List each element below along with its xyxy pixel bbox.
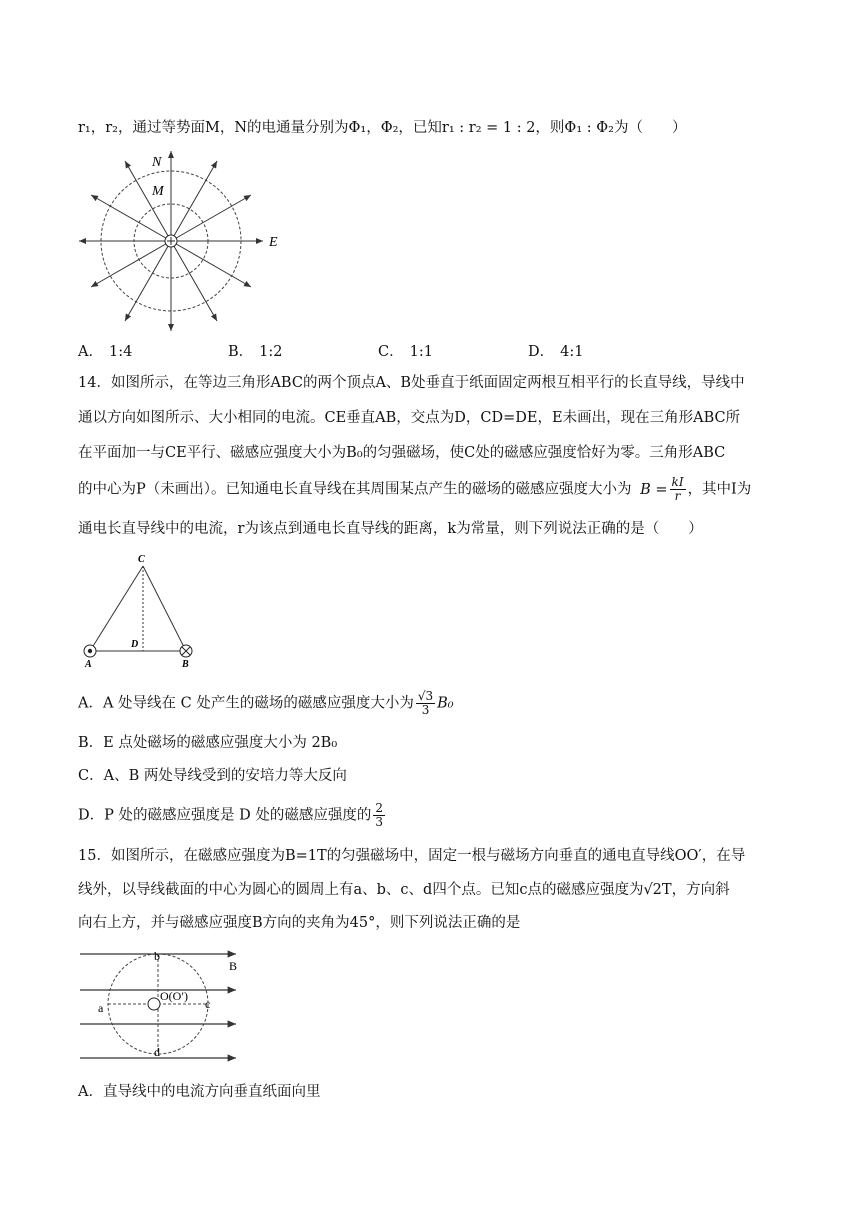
q13-option-c: C． 1:1 [378, 344, 433, 360]
q14-line-1: 14．如图所示，在等边三角形ABC的两个顶点A、B处垂直于纸面固定两根互相平行的长直导线，导线中 [78, 375, 745, 391]
label-center: O(O′) [160, 989, 188, 1003]
q14-option-b: B．E 点处磁场的磁感应强度大小为 2B₀ [78, 735, 338, 751]
label-a: A [85, 659, 92, 670]
q14-triangle-diagram [74, 552, 224, 672]
q15-line-3: 向右上方，并与磁感应强度B方向的夹角为45°，则下列说法正确的是 [78, 915, 521, 931]
q15-line-2: 线外，以导线截面的中心为圆心的圆周上有a、b、c、d四个点。已知c点的磁感应强度为√2T，方向斜 [78, 882, 730, 898]
q13-stem: r₁，r₂，通过等势面M，N的电通量分别为Φ₁，Φ₂，已知r₁ : r₂ = 1 : 2，则Φ₁ : Φ₂为（ ） [78, 120, 687, 136]
label-b-point: b [154, 949, 160, 963]
q13-option-a: A． 1:4 [78, 344, 133, 360]
label-d-point: d [154, 1045, 160, 1059]
label-e: E [269, 235, 278, 250]
q14-line-3: 在平面加一与CE平行、磁感应强度大小为B₀的匀强磁场，使C处的磁感应强度恰好为零。三角形ABC [78, 445, 726, 461]
label-c-point: c [205, 997, 211, 1011]
q14-line-2: 通以方向如图所示、大小相同的电流。CE垂直AB，交点为D，CD=DE，E未画出，现在三角形ABC所 [78, 410, 741, 426]
q14-option-d: D．P 处的磁感应强度是 D 处的磁感应强度的 $\frac{2}{3}$ [78, 801, 383, 829]
formula-b: B = $\frac{kI}{r}$ [640, 475, 684, 503]
label-field-b: B [229, 959, 238, 973]
label-a-point: a [98, 1001, 104, 1015]
q13-option-b: B． 1:2 [228, 344, 283, 360]
q14-option-c: C．A、B 两处导线受到的安培力等大反向 [78, 768, 347, 784]
q13-option-d: D． 4:1 [528, 344, 584, 360]
q15-option-a: A．直导线中的电流方向垂直纸面向里 [78, 1084, 321, 1100]
q15-field-diagram [74, 944, 254, 1068]
label-m: M [152, 184, 164, 199]
label-n: N [152, 155, 162, 170]
q15-line-1: 15．如图所示，在磁感应强度为B=1T的匀强磁场中，固定一根与磁场方向垂直的通电直导线OO′，在导 [78, 848, 746, 864]
q13-field-diagram [74, 146, 294, 336]
label-c: C [138, 554, 145, 565]
q14-option-a: A．A 处导线在 C 处产生的磁场的磁感应强度大小为 $\frac{√3}{3}$ B₀ [78, 689, 454, 717]
q14-line-5: 通电长直导线中的电流，r为该点到通电长直导线的距离，k为常量，则下列说法正确的是（ ） [78, 521, 703, 537]
label-d: D [131, 639, 139, 650]
q14-line-4: 的中心为P（未画出）。已知通电长直导线在其周围某点产生的磁场的磁感应强度大小为 B = $\frac{kI}{r}$ ，其中I为 [78, 475, 752, 503]
label-b: B [182, 659, 189, 670]
